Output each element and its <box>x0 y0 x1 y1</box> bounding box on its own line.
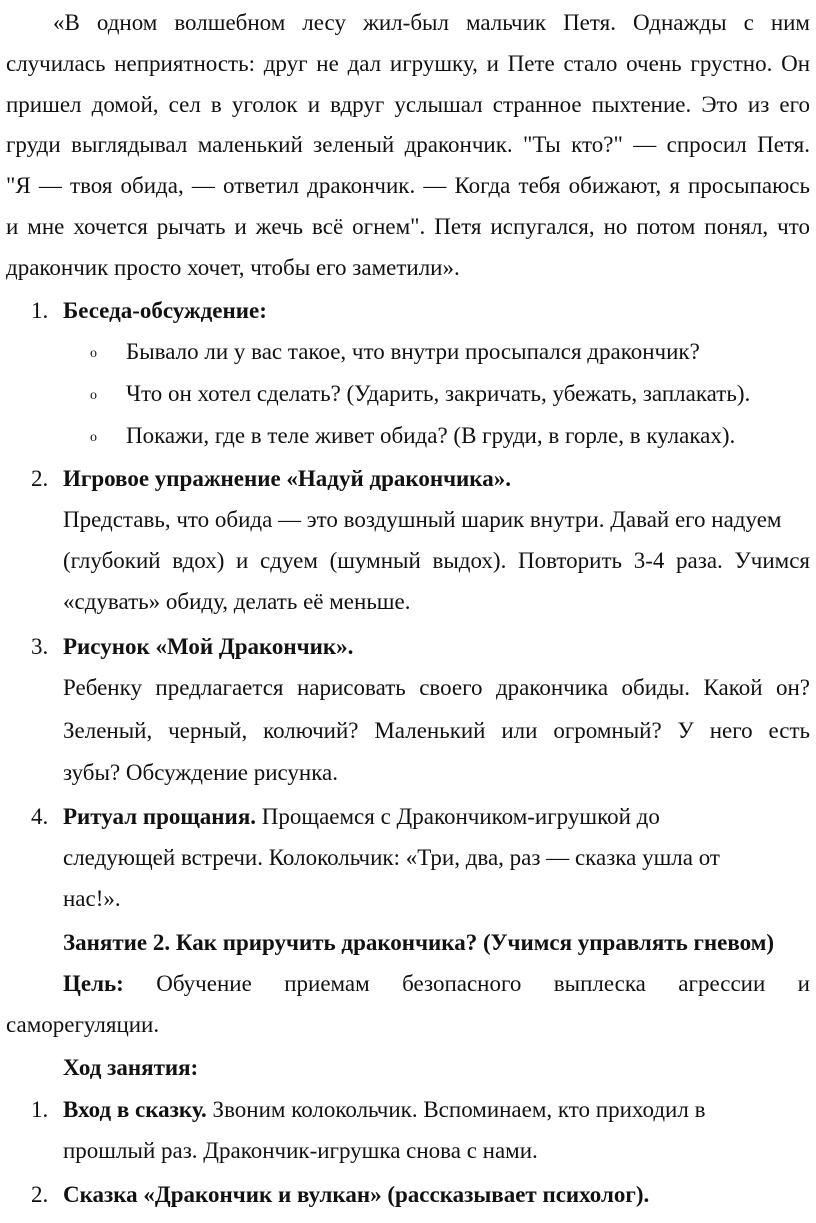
ritual-line-2: следующей встречи. Колокольчик: «Три, два, раз — сказка ушла от <box>63 845 720 870</box>
heading-tale: Сказка «Дракончик и вулкан» (рассказывает психолог). <box>63 1182 650 1207</box>
intro-line-3: пришел домой, сел в уголок и вдруг услышал странное пыхтение. Это из его <box>6 92 810 117</box>
intro-line-5: "Я — твоя обида, — ответил дракончик. — Когда тебя обижают, я просыпаюсь <box>6 173 810 198</box>
exercise-line-1: Представь, что обида — это воздушный шарик внутри. Давай его надуем <box>63 507 782 532</box>
intro-line-7: дракончик просто хочет, чтобы его заметили». <box>6 255 460 280</box>
bullet-icon: o <box>90 430 97 445</box>
lesson-progress-heading: Ход занятия: <box>63 1055 199 1080</box>
intro-line-4: груди выглядывал маленький зеленый дракончик. "Ты кто?" — спросил Петя. <box>6 132 810 157</box>
goal-line-2: саморегуляции. <box>6 1012 160 1037</box>
list-number-3: 3. <box>31 634 49 659</box>
list-number-1: 1. <box>31 1097 49 1122</box>
bullet-icon: o <box>90 346 97 361</box>
heading-drawing: Рисунок «Мой Дракончик». <box>63 634 354 659</box>
ritual-line-3: нас!». <box>63 886 121 911</box>
drawing-line-2: Зеленый, черный, колючий? Маленький или огромный? У него есть <box>63 718 810 743</box>
question-3: Покажи, где в теле живет обида? (В груди, в горле, в кулаках). <box>126 423 736 448</box>
list-number-4: 4. <box>31 804 49 829</box>
intro-line-1: «В одном волшебном лесу жил-был мальчик Петя. Однажды с ним <box>53 10 810 35</box>
lesson-2-title: Занятие 2. Как приручить дракончика? (Учимся управлять гневом) <box>63 930 775 955</box>
goal-line-1: Цель: Обучение приемам безопасного выплеска агрессии и <box>63 971 810 996</box>
entry-line-1: Вход в сказку. Звоним колокольчик. Вспоминаем, кто приходил в <box>63 1097 706 1122</box>
intro-line-6: и мне хочется рычать и жечь всё огнем". Петя испугался, но потом понял, что <box>6 214 810 239</box>
question-2: Что он хотел сделать? (Ударить, закричать, убежать, заплакать). <box>126 381 751 406</box>
heading-exercise: Игровое упражнение «Надуй дракончика». <box>63 466 511 491</box>
heading-discussion: Беседа-обсуждение: <box>63 298 267 323</box>
list-number-1: 1. <box>31 298 49 323</box>
list-number-2: 2. <box>31 1182 49 1207</box>
intro-line-2: случилась неприятность: друг не дал игрушку, и Пете стало очень грустно. Он <box>6 51 810 76</box>
ritual-line-1: Ритуал прощания. Прощаемся с Дракончиком-игрушкой до <box>63 804 660 829</box>
entry-line-2: прошлый раз. Дракончик-игрушка снова с нами. <box>63 1138 538 1163</box>
drawing-line-1: Ребенку предлагается нарисовать своего дракончика обиды. Какой он? <box>63 675 810 700</box>
exercise-line-2: (глубокий вдох) и сдуем (шумный выдох). Повторить 3-4 раза. Учимся <box>63 548 810 573</box>
drawing-line-3: зубы? Обсуждение рисунка. <box>63 760 339 785</box>
bullet-icon: o <box>90 388 97 403</box>
exercise-line-3: «сдувать» обиду, делать её меньше. <box>63 589 411 614</box>
list-number-2: 2. <box>31 466 49 491</box>
question-1: Бывало ли у вас такое, что внутри просыпался дракончик? <box>126 339 700 364</box>
